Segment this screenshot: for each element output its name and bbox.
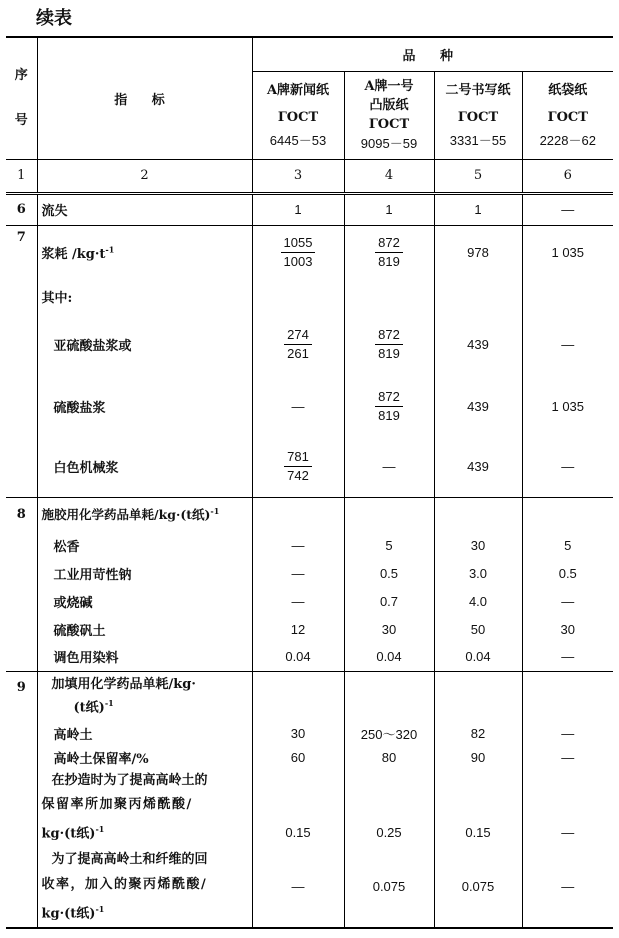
product-header: A牌一号 凸版纸 ГОСТ 9095－59 [344, 71, 434, 159]
table-row: 7 浆耗 $/kg\cdot t^{-1}$ $\frac{1055}{1003}$ $\frac{872}{819}$ 978 1 035 [6, 225, 613, 279]
table-row: 硫酸盐浆 — $\frac{872}{819}$ 439 1 035 [6, 375, 613, 437]
table-row: 亚硫酸盐浆或 $\frac{274}{261}$ $\frac{872}{819}$ 439 — [6, 313, 613, 375]
table-row: 松香 — 5 30 5 [6, 531, 613, 559]
col-number: 2 [37, 159, 252, 193]
table-row: 其中: [6, 279, 613, 313]
col-number: 1 [17, 168, 26, 183]
table-row: 高岭土保留率/% 60 80 90 — [6, 745, 613, 769]
table-row: 硫酸矾土 12 30 50 30 [6, 615, 613, 643]
table-row: 6 流失 1 1 1 — [6, 193, 613, 225]
variety-group-header: 品 种 [252, 37, 613, 71]
table-row: 白色机械浆 $\frac{781}{742}$ — 439 — [6, 437, 613, 497]
col-number: 3 [252, 159, 344, 193]
table-row: 9 加填用化学药品单耗/kg· (t纸)$^{-1}$ [6, 671, 613, 721]
product-header: 纸袋纸 ГОСТ 2228－62 [522, 71, 613, 159]
col-number: 5 [434, 159, 522, 193]
indicator-header: 指 标 [37, 37, 252, 159]
seq-header: 序 号 [6, 37, 37, 159]
product-header: A牌新闻纸 ГОСТ 6445－53 [252, 71, 344, 159]
product-header: 二号书写纸 ГОСТ 3331－55 [434, 71, 522, 159]
col-number: 6 [522, 159, 613, 193]
col-number: 4 [344, 159, 434, 193]
spec-table [6, 36, 613, 929]
table-row: 或烧碱 — 0.7 4.0 — [6, 587, 613, 615]
table-caption: 续表 [36, 8, 72, 29]
table-row: 高岭土 30 250～320 82 — [6, 721, 613, 745]
table-row: 工业用苛性钠 — 0.5 3.0 0.5 [6, 559, 613, 587]
table-row: 为了提高高岭土和纤维的回 收率，加入的聚丙烯酰酸/ kg·(t纸)$^{-1}$ — 0.075 0.075 — [6, 846, 613, 928]
table-row: 调色用染料 0.04 0.04 0.04 — [6, 643, 613, 671]
table-row: 8 施胶用化学药品单耗/kg·(t纸)$^{-1}$ [6, 497, 613, 531]
table-row: 在抄造时为了提高高岭土的 保留率所加聚丙烯酰酸/ kg·(t纸)$^{-1}$ 0.15 0.25 0.15 — [6, 769, 613, 846]
